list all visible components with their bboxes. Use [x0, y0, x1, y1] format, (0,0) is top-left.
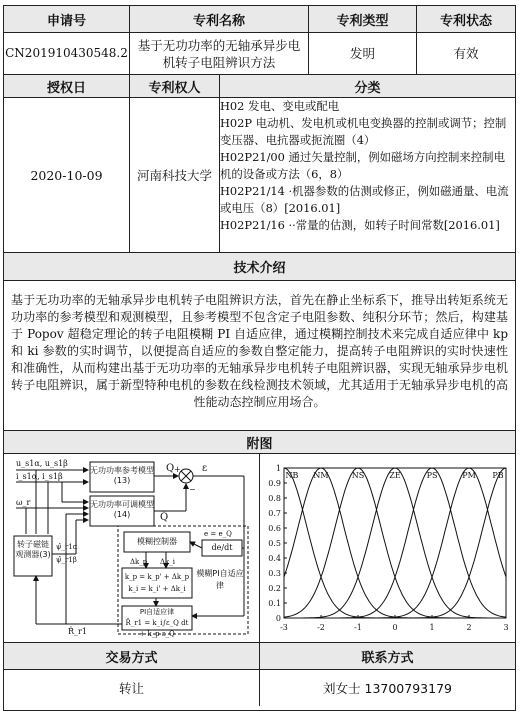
label-psi-a: ψ̂_r1α: [56, 543, 78, 551]
classification-list: [220, 98, 514, 234]
y-tick-label: 0.5: [268, 539, 281, 548]
x-tick-label: -2: [317, 623, 325, 632]
trade-method-label: 交易方式: [4, 643, 259, 669]
header-classification: 分类: [220, 75, 515, 97]
x-tick-label: 1: [429, 623, 435, 632]
y-tick-label: 1: [275, 464, 281, 473]
y-tick-label: 0.2: [268, 584, 281, 593]
grant-date: 2020-10-09: [30, 167, 103, 183]
label-eps: ε: [202, 463, 208, 474]
eq-kp: k_p = k_p' + Δk_p: [124, 573, 190, 581]
membership-curve-pb: [284, 468, 506, 618]
x-tick-label: 3: [503, 623, 509, 632]
fuzzy-controller-block: 模糊控制器: [137, 537, 177, 546]
x-tick-label: 0: [392, 623, 398, 632]
x-tick-label: -3: [280, 623, 288, 632]
y-tick-label: 0.1: [268, 599, 281, 608]
pi-law-block: [122, 606, 192, 640]
header-patent-status: 专利状态: [417, 6, 515, 32]
membership-curve-nb: [284, 468, 506, 618]
membership-label: NM: [313, 471, 329, 480]
label-Rr: R̂_r1: [68, 627, 87, 636]
membership-label: PS: [426, 471, 438, 480]
patent-name: 基于无功功率的无轴承异步电机转子电阻辨识方法: [137, 37, 301, 70]
label-e: e = e_Q: [204, 530, 232, 538]
membership-curve-nm: [284, 468, 506, 618]
application-number: CN201910430548.2: [5, 46, 128, 60]
contact-label: 联系方式: [260, 643, 515, 669]
label-plus: +: [174, 465, 181, 474]
classification-line: H02P 电动机、发电机或机电变换器的控制或调节；控制变压器、电抗器或扼流圈（4）: [220, 116, 507, 147]
label-dkp: Δk_p: [130, 558, 148, 566]
label-Qhat: Q̂: [160, 512, 169, 523]
label-Q: Q: [166, 463, 175, 474]
input-us: u_s1α, u_s1β: [16, 459, 68, 468]
header-grant-date: 授权日: [4, 75, 129, 97]
input-wr: ω_r: [16, 498, 31, 507]
y-tick-label: 0.8: [268, 494, 281, 503]
header-application-no: 申请号: [4, 6, 129, 32]
membership-label: ZE: [389, 471, 401, 480]
membership-curve-ps: [284, 468, 506, 618]
label-dki: Δk_i: [160, 558, 176, 566]
membership-label: PB: [492, 471, 504, 480]
input-is: i_s1α, i_s1β: [16, 472, 63, 481]
header-patent-name: 专利名称: [130, 6, 308, 32]
patent-status: 有效: [453, 46, 479, 61]
classification-line: H02 发电、变电或配电: [220, 99, 340, 113]
tech-intro-text: 基于无功功率的无轴承异步电机转子电阻辨识方法，首先在静止坐标系下，推导出转矩系统无功功率的参考模型和观测模型，且参考模型不包含定子电阻参数、纯积分环节；然后，构建基于 Popov 超稳定理论的转子电阻模糊 PI 自适应律，通过模糊控制技术来完成自适应律中 kp 和 ki 参数的实时调节，以便提高自适应的参数自整定能力，提高转子电阻辨识的实时快速性和准确性，从而构建出基于无功功率的无轴承异步电机转子电阻辨识器，实现无轴承异步电机转子电阻辨识，属于新型特种电机的参数在线检测技术领域，尤其适用于无轴承异步电机的高性能动态控制应用场合。: [11, 293, 508, 409]
membership-curve-pm: [284, 468, 506, 618]
membership-curve-ze: [284, 468, 506, 618]
fuzzy-pi-label: 模糊PI自适应律: [196, 569, 244, 590]
figure-title: 附图: [4, 431, 515, 453]
contact-value: 刘女士 13700793179: [323, 680, 452, 696]
derivative-block: de/dt: [211, 543, 233, 552]
gain-equations: [122, 568, 192, 595]
x-tick-label: -1: [354, 623, 362, 632]
classification-line: H02P21/00 通过矢量控制，例如磁场方向控制来控制电机的设备或方法（6，8）: [220, 150, 505, 181]
y-tick-label: 0.6: [268, 524, 281, 533]
y-tick-label: 0.7: [268, 509, 281, 518]
membership-curve-ns: [284, 468, 506, 618]
x-tick-label: 2: [466, 623, 472, 632]
membership-label: PM: [462, 471, 476, 480]
flux-observer-block: 转子磁链观测器(3): [15, 540, 51, 559]
header-patentee: 专利权人: [130, 75, 219, 97]
membership-function-chart: [262, 456, 514, 640]
tech-intro-title: 技术介绍: [4, 253, 515, 280]
y-tick-label: 0: [275, 614, 281, 623]
membership-label: NS: [351, 471, 365, 480]
y-tick-label: 0.9: [268, 479, 281, 488]
trade-method-value: 转让: [118, 680, 144, 696]
pi-law-label: PI自适应律: [139, 608, 175, 616]
control-block-diagram: [6, 456, 257, 640]
eq-ki: k_i = k_i' + Δk_i: [128, 585, 186, 593]
patent-type: 发明: [349, 46, 375, 61]
membership-label: NB: [285, 471, 299, 480]
pi-law-equation: R̂_r1 = k_i∫ε_Q dt + k_p ε_Q: [125, 619, 189, 638]
y-tick-label: 0.4: [268, 554, 281, 563]
adjustable-model-block: 无功功率可调模型(14): [90, 500, 154, 519]
patentee: 河南科技大学: [136, 167, 212, 183]
classification-line: H02P21/14 ·机器参数的估测或修正，例如磁通量、电流或电压（8）[2016.01]: [220, 184, 509, 215]
label-minus: −: [189, 485, 196, 494]
y-tick-label: 0.3: [268, 569, 281, 578]
ref-model-block: 无功功率参考模型(13): [90, 466, 154, 485]
label-psi-b: ψ̂_r1β: [56, 556, 77, 564]
header-patent-type: 专利类型: [309, 6, 416, 32]
classification-line: H02P21/16 ··常量的估测，如转子时间常数[2016.01]: [220, 218, 500, 232]
